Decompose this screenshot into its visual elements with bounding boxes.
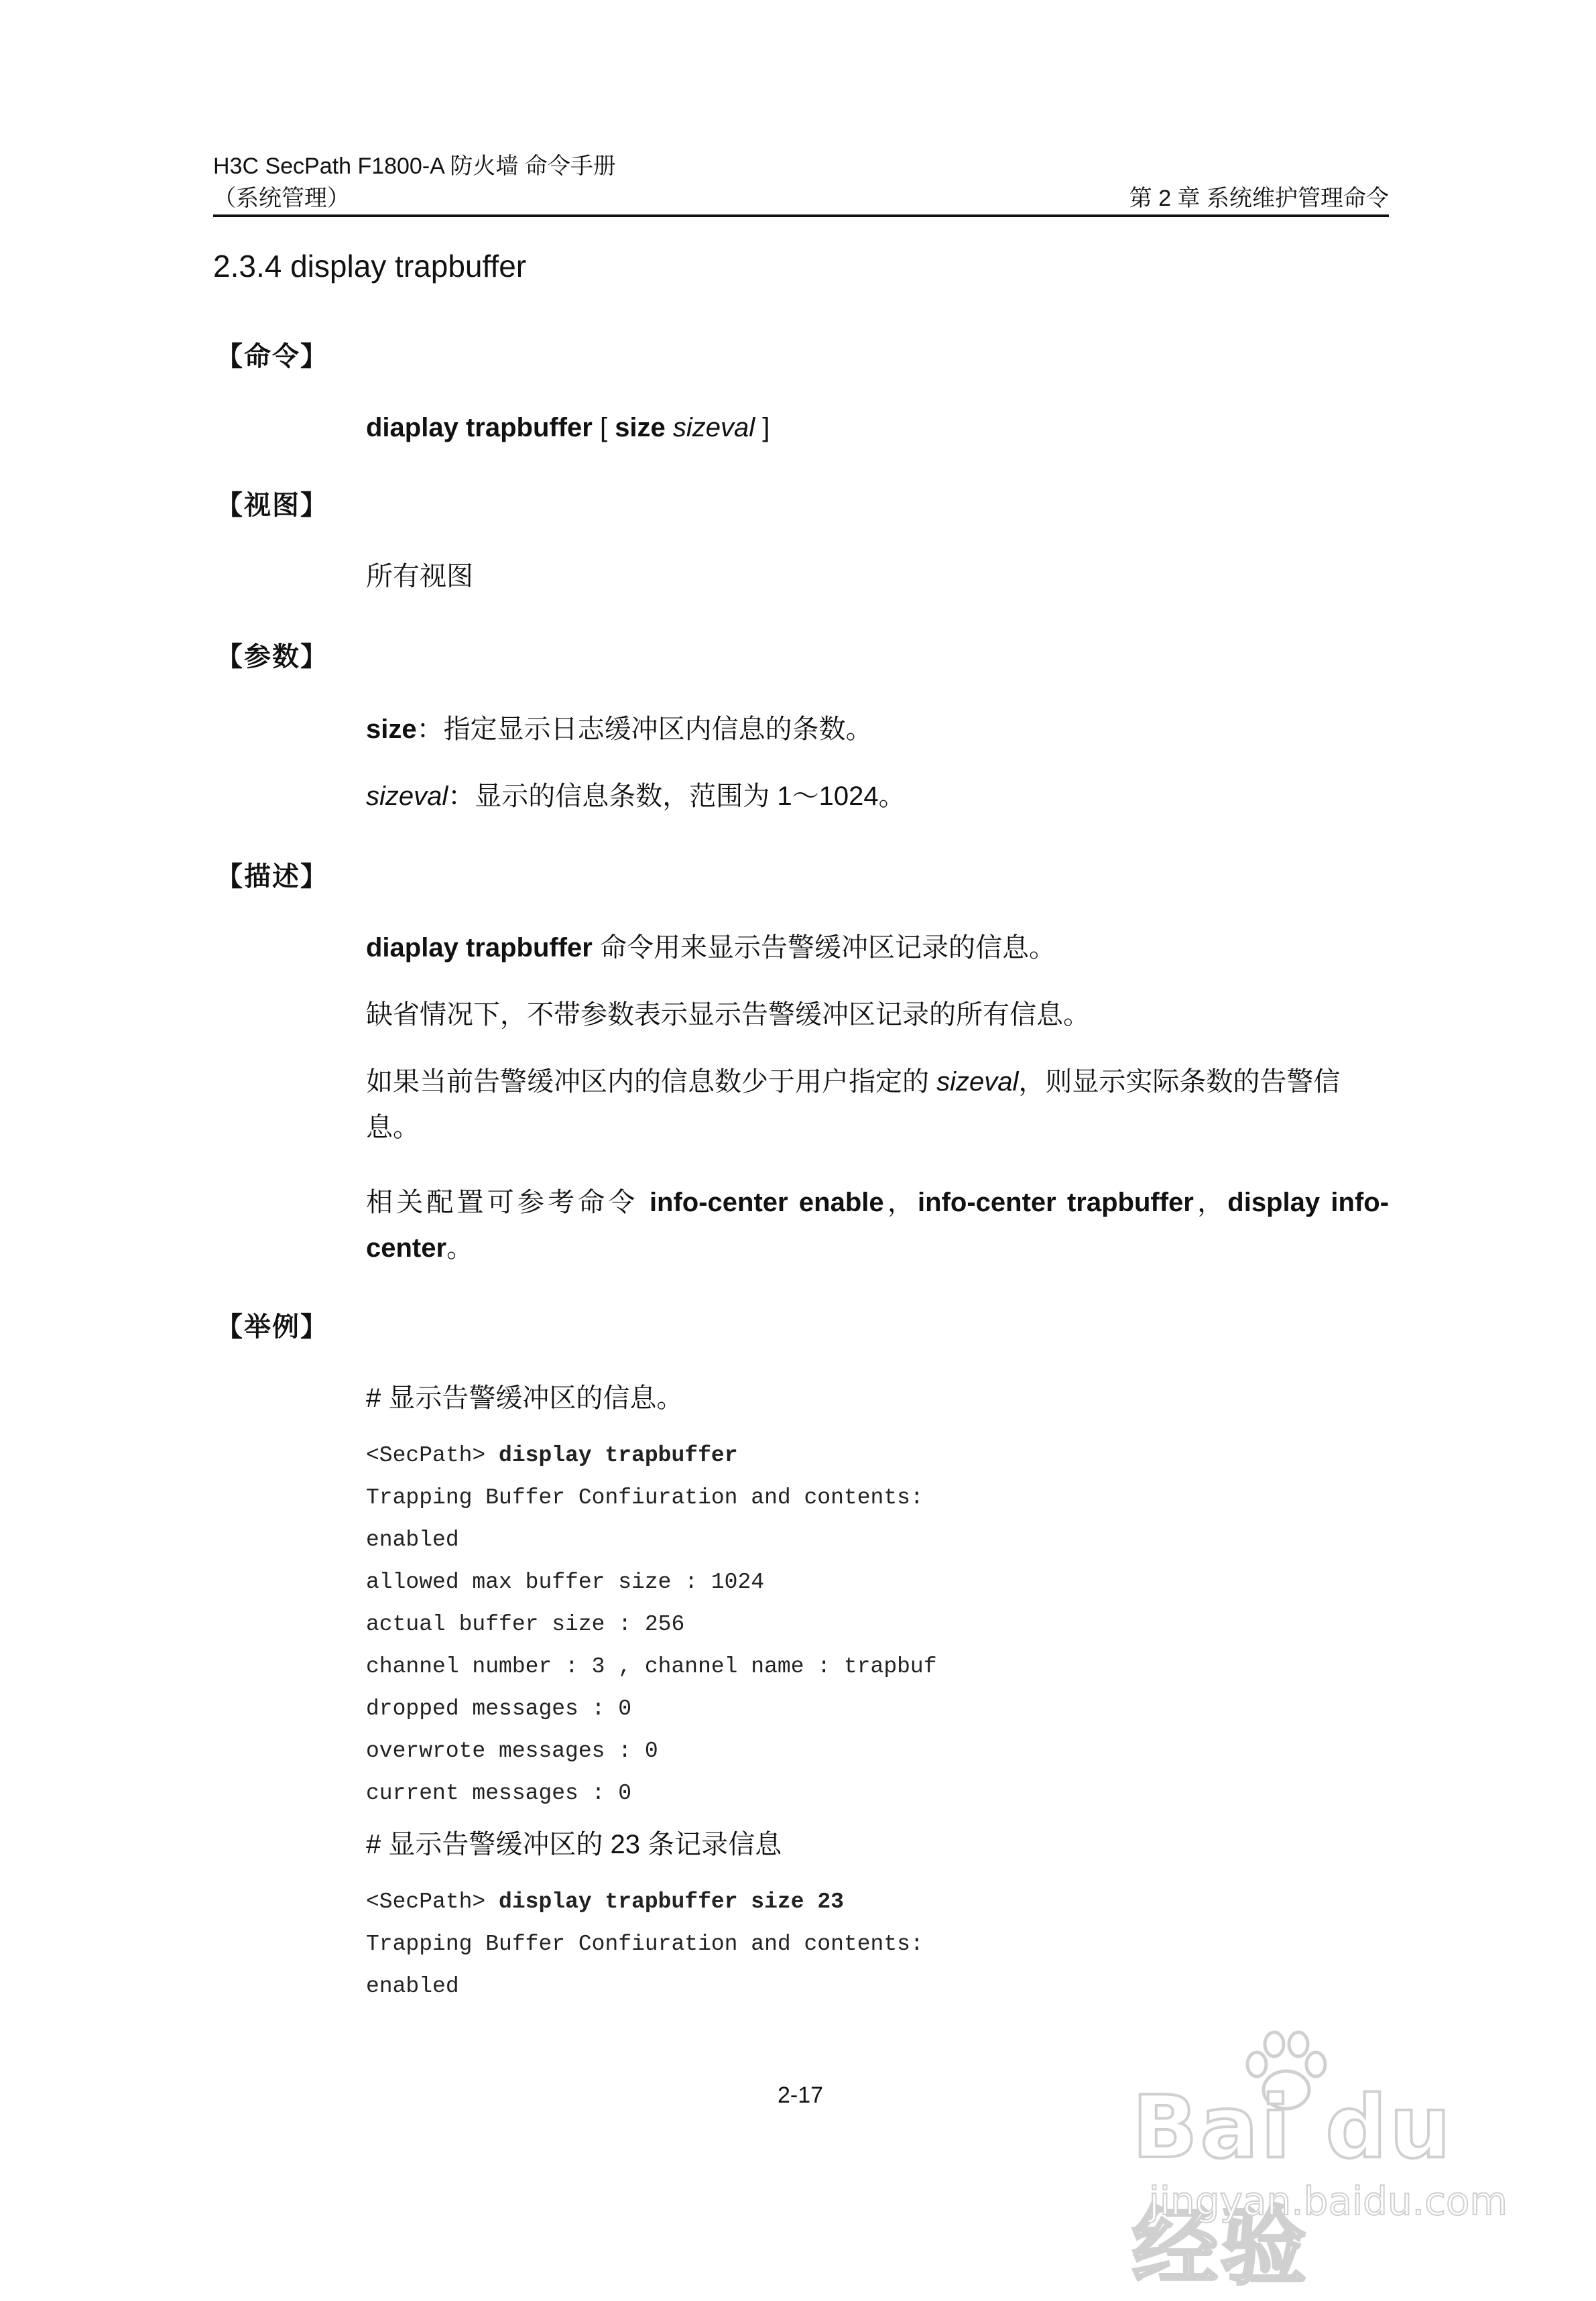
header-title: H3C SecPath F1800-A 防火墙 命令手册 xyxy=(213,153,616,179)
code-line: overwrote messages : 0 xyxy=(366,1739,658,1763)
command-argument: sizeval xyxy=(665,413,755,442)
param-sizeval xyxy=(366,780,906,812)
param-size-name: size xyxy=(366,714,417,744)
example-2-command: display trapbuffer size 23 xyxy=(499,1889,844,1914)
header-subtitle: （系统管理） xyxy=(213,186,350,211)
example-1-command: display trapbuffer xyxy=(499,1443,738,1468)
code-line: Trapping Buffer Confiuration and contents: xyxy=(366,1932,924,1956)
example-1-prompt: <SecPath> xyxy=(366,1443,499,1468)
command-syntax xyxy=(366,412,770,444)
label-view: 【视图】 xyxy=(216,491,328,520)
desc-line-3 xyxy=(366,1059,1389,1150)
desc-end: 。 xyxy=(446,1233,474,1263)
desc-argument: sizeval xyxy=(936,1067,1019,1097)
param-sizeval-name: sizeval xyxy=(366,782,448,811)
param-sizeval-desc: ：显示的信息条数，范围为 1～1024。 xyxy=(448,782,906,811)
view-text: 所有视图 xyxy=(366,562,473,591)
code-line: enabled xyxy=(366,1974,459,1999)
code-line: allowed max buffer size : 1024 xyxy=(366,1570,765,1595)
desc-command: diaplay trapbuffer xyxy=(366,933,593,962)
desc-line-2: 缺省情况下，不带参数表示显示告警缓冲区记录的所有信息。 xyxy=(366,1000,1090,1030)
desc-text-3a: 如果当前告警缓冲区内的信息数少于用户指定的 xyxy=(366,1067,937,1097)
desc-text-1: 命令用来显示告警缓冲区记录的信息。 xyxy=(592,933,1056,962)
code-line: enabled xyxy=(366,1528,459,1552)
watermark-url: jingyan.baidu.com xyxy=(1148,2178,1508,2224)
desc-text-4a: 相关配置可参考命令 xyxy=(366,1188,650,1217)
watermark xyxy=(1132,2024,1508,2297)
watermark-brand: Bai du 经验 xyxy=(1132,2078,1454,2297)
example-1-prompt-line xyxy=(366,1442,738,1469)
example-2-prompt-line xyxy=(366,1889,844,1916)
label-example: 【举例】 xyxy=(216,1312,328,1342)
param-size-desc: ：指定显示日志缓冲区内信息的条数。 xyxy=(416,714,873,744)
label-command: 【命令】 xyxy=(216,342,328,371)
page-number: 2-17 xyxy=(778,2082,824,2108)
label-description: 【描述】 xyxy=(216,862,328,891)
code-line: channel number : 3 , channel name : trapbuf xyxy=(366,1654,937,1679)
desc-line-1 xyxy=(366,932,1056,964)
desc-sep-1: ， xyxy=(883,1188,918,1217)
example-1-comment: # 显示告警缓冲区的信息。 xyxy=(366,1383,684,1413)
param-size xyxy=(366,713,873,745)
command-name: diaplay trapbuffer xyxy=(366,413,593,442)
example-2-prompt: <SecPath> xyxy=(366,1889,499,1914)
related-cmd-3: display info-center xyxy=(366,1188,1390,1263)
example-2-comment: # 显示告警缓冲区的 23 条记录信息 xyxy=(366,1830,782,1859)
command-bracket-open: [ xyxy=(592,413,615,442)
related-cmd-2: info-center trapbuffer xyxy=(918,1188,1194,1217)
code-line: actual buffer size : 256 xyxy=(366,1612,685,1637)
section-title: 2.3.4 display trapbuffer xyxy=(213,249,527,284)
desc-sep-2: ， xyxy=(1193,1188,1228,1217)
desc-text-3b: ，则显示实际条数的告警信息。 xyxy=(366,1067,1341,1142)
label-params: 【参数】 xyxy=(216,642,328,672)
header-chapter: 第 2 章 系统维护管理命令 xyxy=(1129,186,1389,211)
header-rule xyxy=(213,214,1389,217)
related-cmd-1: info-center enable xyxy=(649,1188,884,1217)
code-line: dropped messages : 0 xyxy=(366,1696,632,1721)
code-line: current messages : 0 xyxy=(366,1781,632,1806)
desc-line-4 xyxy=(366,1180,1389,1271)
code-line: Trapping Buffer Confiuration and contents: xyxy=(366,1485,924,1510)
command-keyword: size xyxy=(615,413,666,442)
command-bracket-close: ] xyxy=(755,413,770,442)
